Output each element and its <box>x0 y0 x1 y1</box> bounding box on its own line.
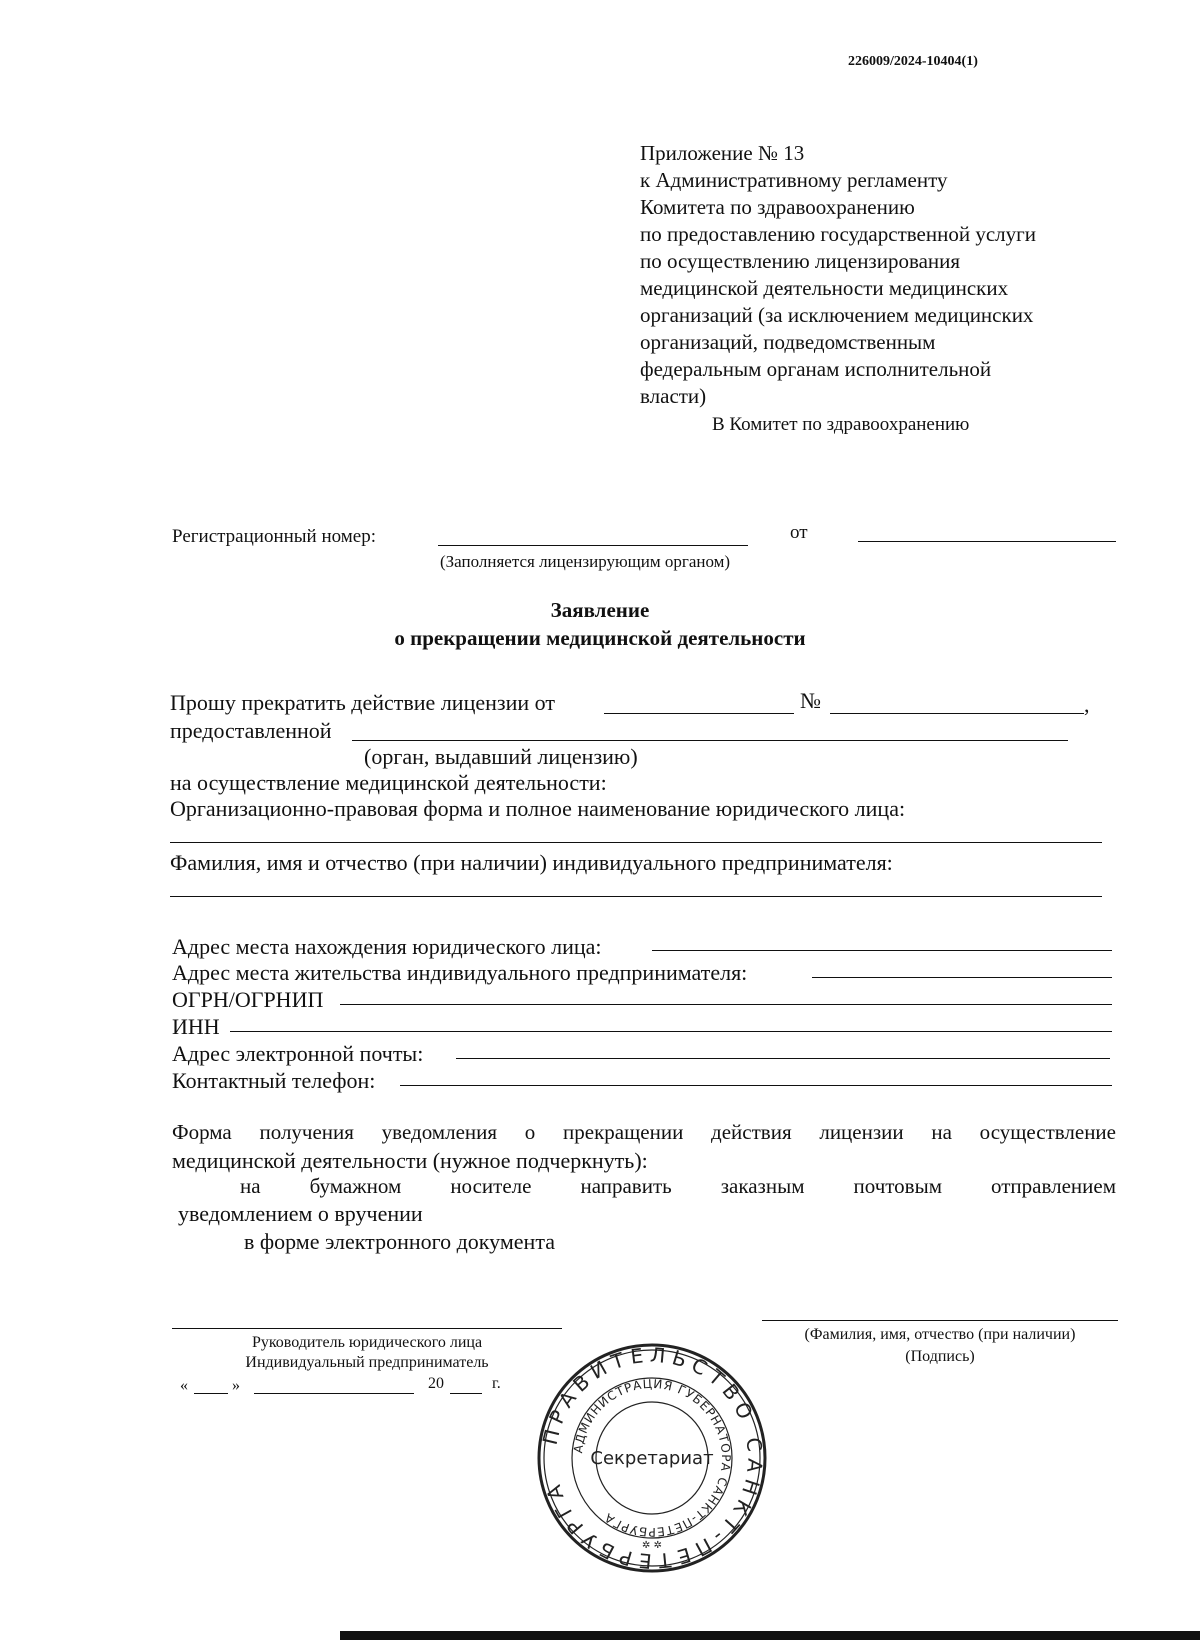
notice-text-line1: Форма получения уведомления о прекращении действия лицензии на осуществление <box>172 1120 1116 1144</box>
head-signature-line[interactable] <box>172 1328 562 1329</box>
number-sign: № <box>800 688 821 713</box>
registration-label: Регистрационный номер: <box>172 526 377 547</box>
option-electronic[interactable]: в форме электронного документа <box>244 1229 555 1254</box>
ip-name-label: Фамилия, имя и отчество (при наличии) индивидуального предпринимателя: <box>170 850 893 875</box>
year-prefix: 20 <box>428 1375 444 1392</box>
official-stamp <box>536 1342 768 1574</box>
inn-label: ИНН <box>172 1014 220 1039</box>
role-legal-head: Руководитель юридического лица <box>251 1334 483 1351</box>
appendix-line: медицинской деятельности медицинских <box>640 276 1009 300</box>
date-close-quote: » <box>232 1377 240 1394</box>
appendix-line: по предоставлению государственной услуги <box>640 222 1036 246</box>
issuer-field[interactable] <box>352 740 1068 741</box>
request-label: Прошу прекратить действие лицензии от <box>170 690 555 715</box>
ogrn-label: ОГРН/ОГРНИП <box>172 987 324 1012</box>
org-name-field[interactable] <box>170 842 1102 843</box>
sign-caption: (Подпись) <box>905 1348 975 1365</box>
legal-address-label: Адрес места нахождения юридического лица: <box>172 934 602 959</box>
recipient: В Комитет по здравоохранению <box>712 414 970 435</box>
ip-name-field[interactable] <box>170 896 1102 897</box>
registration-date-field[interactable] <box>858 541 1116 542</box>
date-year-field[interactable] <box>450 1393 482 1394</box>
page-subtitle: о прекращении медицинской деятельности <box>394 626 806 650</box>
appendix-line: по осуществлению лицензирования <box>640 249 961 273</box>
ip-address-label: Адрес места жительства индивидуального предпринимателя: <box>172 960 748 985</box>
name-caption: (Фамилия, имя, отчество (при наличии) <box>804 1326 1076 1343</box>
appendix-line: Приложение № 13 <box>640 141 805 165</box>
role-individual: Индивидуальный предприниматель <box>245 1354 489 1371</box>
page-bottom-bar <box>340 1631 1200 1640</box>
stamp-center-text: Секретариат <box>590 1448 714 1469</box>
inn-field[interactable] <box>230 1031 1112 1032</box>
license-number-field[interactable] <box>830 713 1084 714</box>
option-paper[interactable]: на бумажном носителе направить заказным почтовым отправлением <box>240 1174 1116 1198</box>
comma: , <box>1084 692 1090 717</box>
appendix-line: организаций (за исключением медицинских <box>640 303 1034 327</box>
ip-address-field[interactable] <box>812 977 1112 978</box>
registration-number-field[interactable] <box>438 545 748 546</box>
legal-address-field[interactable] <box>652 950 1112 951</box>
issuer-note: (орган, выдавший лицензию) <box>364 744 638 769</box>
registration-from-label: от <box>790 522 808 543</box>
email-label: Адрес электронной почты: <box>172 1041 424 1066</box>
appendix-line: к Административному регламенту <box>640 168 948 192</box>
granted-label: предоставленной <box>170 718 332 743</box>
date-open-quote: « <box>180 1377 188 1394</box>
page-title: Заявление <box>550 598 650 622</box>
stamp-star-icon: ✲ ✲ <box>642 1540 662 1551</box>
ogrn-field[interactable] <box>340 1004 1112 1005</box>
registration-note: (Заполняется лицензирующим органом) <box>440 552 731 571</box>
appendix-line: власти) <box>640 384 707 408</box>
appendix-block <box>640 140 1036 410</box>
notice-text-line2: медицинской деятельности (нужное подчеркнуть): <box>172 1148 648 1173</box>
name-signature-line[interactable] <box>762 1320 1118 1321</box>
year-suffix: г. <box>492 1375 501 1392</box>
stamp-outer-text: ПРАВИТЕЛЬСТВО САНКТ-ПЕТЕРБУРГА <box>537 1342 768 1574</box>
org-form-label: Организационно-правовая форма и полное наименование юридического лица: <box>170 796 906 821</box>
phone-label: Контактный телефон: <box>172 1068 376 1093</box>
activity-label: на осуществление медицинской деятельности: <box>170 770 607 795</box>
document-number: 226009/2024-10404(1) <box>848 54 978 69</box>
stamp-inner-text: АДМИНИСТРАЦИЯ ГУБЕРНАТОРА САНКТ-ПЕТЕРБУРГА <box>571 1376 734 1540</box>
appendix-line: федеральным органам исполнительной <box>640 357 992 381</box>
date-month-field[interactable] <box>254 1393 414 1394</box>
option-paper-continued: уведомлением о вручении <box>178 1201 423 1226</box>
appendix-line: Комитета по здравоохранению <box>640 195 915 219</box>
date-day-field[interactable] <box>194 1393 228 1394</box>
email-field[interactable] <box>456 1058 1110 1059</box>
phone-field[interactable] <box>400 1085 1112 1086</box>
appendix-line: организаций, подведомственным <box>640 330 936 354</box>
license-date-field[interactable] <box>604 713 794 714</box>
